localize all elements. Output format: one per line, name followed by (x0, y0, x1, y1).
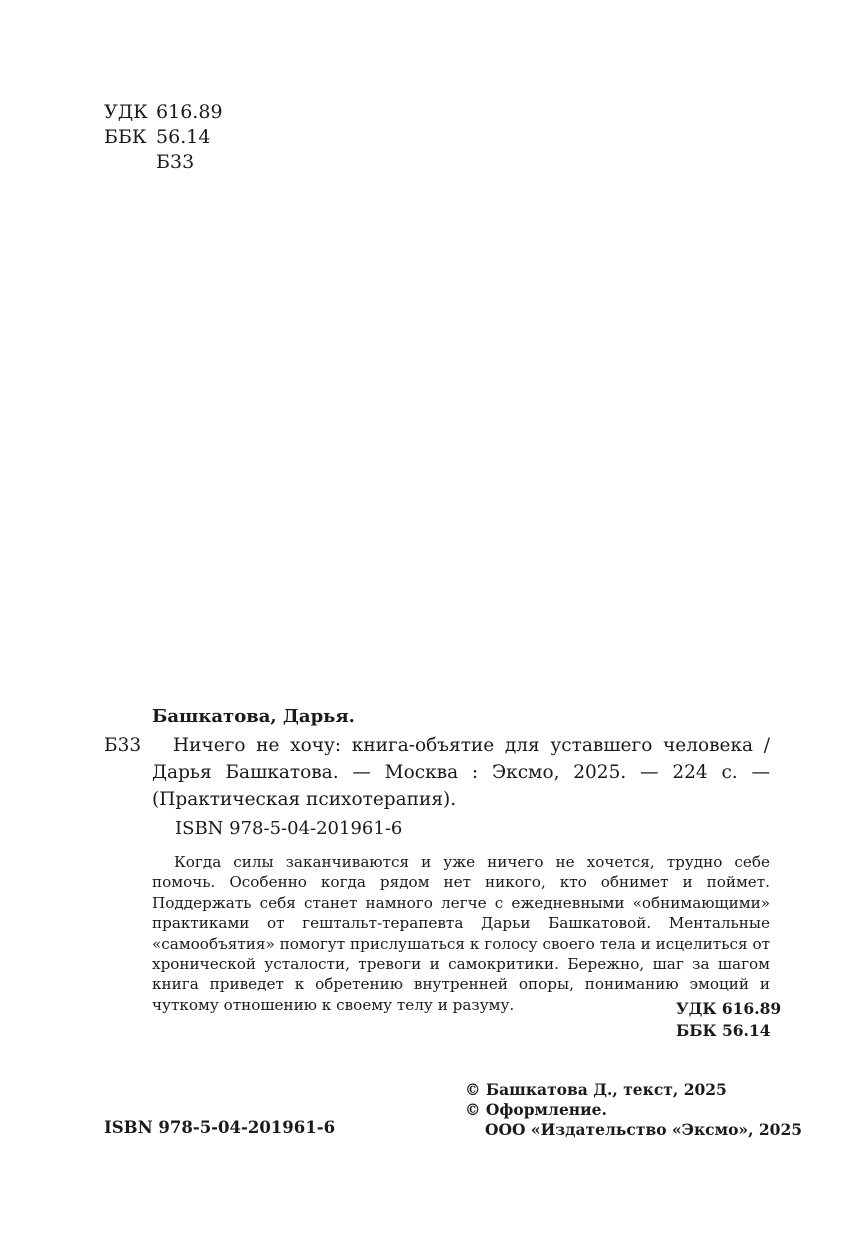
bottom-udk: УДК 616.89 (676, 999, 782, 1018)
author-heading: Башкатова, Дарья. (152, 706, 355, 727)
isbn-bottom: ISBN 978-5-04-201961-6 (104, 1118, 336, 1137)
udk-value: 616.89 (156, 101, 223, 123)
bbk-line (104, 125, 223, 150)
bbk-label: ББК (104, 126, 147, 148)
author-mark-line (104, 150, 223, 175)
top-classification (104, 100, 223, 175)
annotation: Когда силы заканчиваются и уже ничего не хочется, трудно себе помочь. Особенно когда рядом нет никого, кто обнимет и поймет. Поддержать себя станет намного легче с ежедневными «обнимающими» практиками от гештальт-терапевта Дарьи Башкатовой. Ментальные «самообъятия» помогут прислушаться к голосу своего тела и исцелиться от хронической усталости, тревоги и самокритики. Бережно, шаг за шагом книга приведет к обретению внутренней опоры, пониманию эмоций и чуткому отношению к своему телу и разуму. (152, 853, 770, 1014)
record-mark: Б33 (104, 735, 142, 756)
record-title: Ничего не хочу: книга-объятие для уставшего человека / Дарья Башкатова. — Москва : Эксмо, 2025. — 224 с. — (Практическая психотерапия). (152, 735, 770, 810)
bbk-value: 56.14 (156, 126, 211, 148)
record-isbn: ISBN 978-5-04-201961-6 (175, 818, 403, 839)
bottom-bbk: ББК 56.14 (676, 1021, 771, 1040)
copyright-text: © Башкатова Д., текст, 2025 (465, 1080, 727, 1099)
udk-label: УДК (104, 101, 148, 123)
copyright-block (465, 1080, 802, 1140)
copyright-publisher: ООО «Издательство «Эксмо», 2025 (485, 1120, 803, 1139)
copyright-design: © Оформление. (465, 1100, 607, 1119)
author-mark: Б33 (156, 151, 195, 173)
bottom-classification (676, 998, 781, 1042)
udk-line (104, 100, 223, 125)
